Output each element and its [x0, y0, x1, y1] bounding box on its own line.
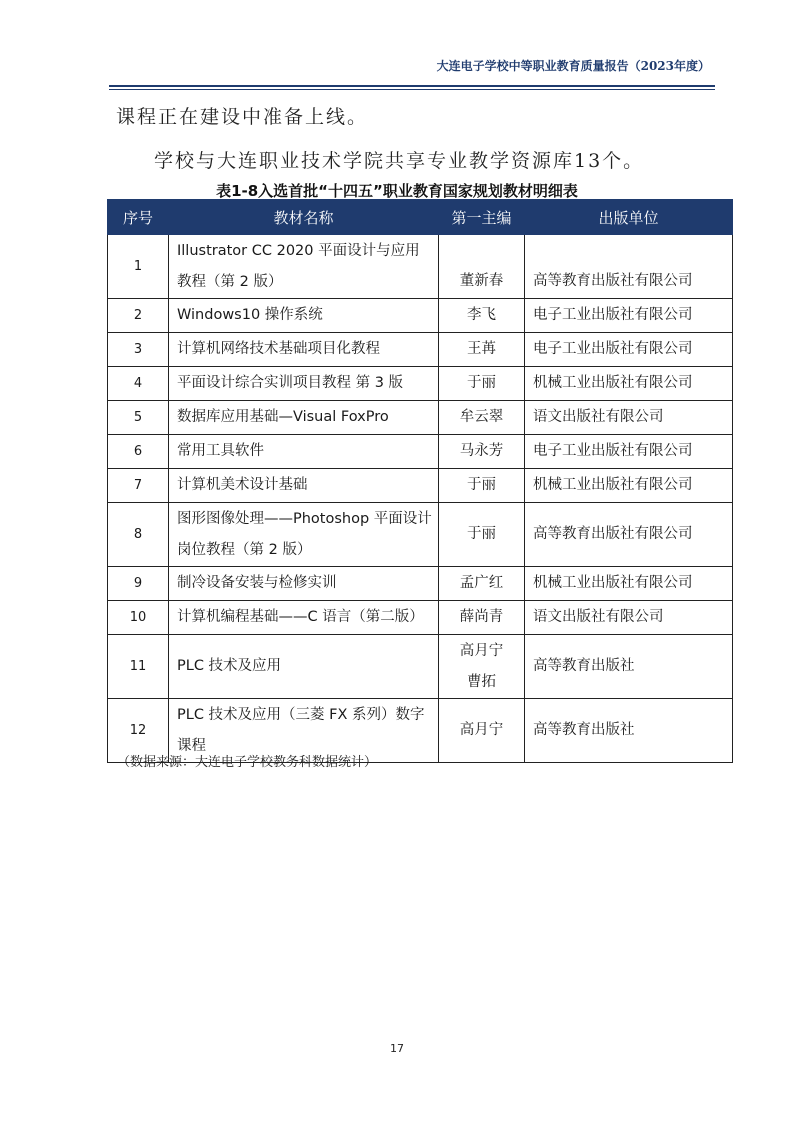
row-no: 4: [108, 367, 169, 401]
row-title: 制冷设备安装与检修实训: [169, 567, 439, 601]
row-title: 计算机美术设计基础: [169, 469, 439, 503]
row-editor: 董新春: [439, 235, 525, 299]
row-no: 9: [108, 567, 169, 601]
row-no: 3: [108, 333, 169, 367]
row-editor: 孟广红: [439, 567, 525, 601]
table-caption: 表1-8入选首批“十四五”职业教育国家规划教材明细表: [216, 182, 578, 200]
row-no: 6: [108, 435, 169, 469]
row-title: 常用工具软件: [169, 435, 439, 469]
row-editor: 于丽: [439, 367, 525, 401]
row-title: Illustrator CC 2020 平面设计与应用教程（第 2 版）: [169, 235, 439, 299]
row-title: 计算机编程基础——C 语言（第二版）: [169, 601, 439, 635]
table-row: [108, 333, 733, 367]
row-editor: 高月宁: [439, 699, 525, 763]
row-editor: 李飞: [439, 299, 525, 333]
row-publisher: 语文出版社有限公司: [525, 401, 733, 435]
table-row: [108, 435, 733, 469]
row-no: 2: [108, 299, 169, 333]
table-row: [108, 401, 733, 435]
row-no: 11: [108, 635, 169, 699]
row-no: 12: [108, 699, 169, 763]
row-publisher: 电子工业出版社有限公司: [525, 299, 733, 333]
row-title: Windows10 操作系统: [169, 299, 439, 333]
row-title: PLC 技术及应用（三菱 FX 系列）数字课程: [169, 699, 439, 763]
row-title: 图形图像处理——Photoshop 平面设计岗位教程（第 2 版）: [169, 503, 439, 567]
row-publisher: 机械工业出版社有限公司: [525, 469, 733, 503]
row-publisher: 高等教育出版社: [525, 635, 733, 699]
row-no: 10: [108, 601, 169, 635]
table-row: [108, 635, 733, 699]
row-publisher: 语文出版社有限公司: [525, 601, 733, 635]
header-no: 序号: [108, 200, 169, 235]
table-row: [108, 469, 733, 503]
row-editor: 高月宁 曹拓: [439, 635, 525, 699]
table-row: [108, 503, 733, 567]
header-publisher: 出版单位: [525, 200, 733, 235]
row-publisher: 高等教育出版社: [525, 699, 733, 763]
page-number: 17: [390, 1042, 404, 1055]
table-row: [108, 367, 733, 401]
row-no: 8: [108, 503, 169, 567]
header-rule-thick: [109, 85, 715, 87]
textbook-table: [107, 199, 733, 763]
row-editor: 于丽: [439, 469, 525, 503]
row-title: 平面设计综合实训项目教程 第 3 版: [169, 367, 439, 401]
header-editor: 第一主编: [439, 200, 525, 235]
row-publisher: 高等教育出版社有限公司: [525, 235, 733, 299]
row-editor: 于丽: [439, 503, 525, 567]
row-no: 7: [108, 469, 169, 503]
row-publisher: 电子工业出版社有限公司: [525, 333, 733, 367]
report-header-title: 大连电子学校中等职业教育质量报告（2023年度）: [436, 59, 710, 73]
row-editor: 王苒: [439, 333, 525, 367]
row-publisher: 机械工业出版社有限公司: [525, 567, 733, 601]
table-row: [108, 567, 733, 601]
row-publisher: 高等教育出版社有限公司: [525, 503, 733, 567]
row-title: 计算机网络技术基础项目化教程: [169, 333, 439, 367]
row-editor: 薛尚青: [439, 601, 525, 635]
table-header-row: [108, 200, 733, 235]
table-row: [108, 601, 733, 635]
data-source-note: （数据来源：大连电子学校教务科数据统计）: [117, 755, 378, 770]
row-title: PLC 技术及应用: [169, 635, 439, 699]
row-no: 1: [108, 235, 169, 299]
table-row: [108, 235, 733, 299]
row-publisher: 电子工业出版社有限公司: [525, 435, 733, 469]
paragraph-1: 课程正在建设中准备上线。: [116, 106, 369, 128]
table-row: [108, 299, 733, 333]
row-editor: 马永芳: [439, 435, 525, 469]
header-title: 教材名称: [169, 200, 439, 235]
row-no: 5: [108, 401, 169, 435]
row-title: 数据库应用基础—Visual FoxPro: [169, 401, 439, 435]
row-publisher: 机械工业出版社有限公司: [525, 367, 733, 401]
header-rule-thin: [109, 89, 715, 90]
paragraph-2: 学校与大连职业技术学院共享专业教学资源库13个。: [154, 150, 645, 172]
row-editor: 牟云翠: [439, 401, 525, 435]
